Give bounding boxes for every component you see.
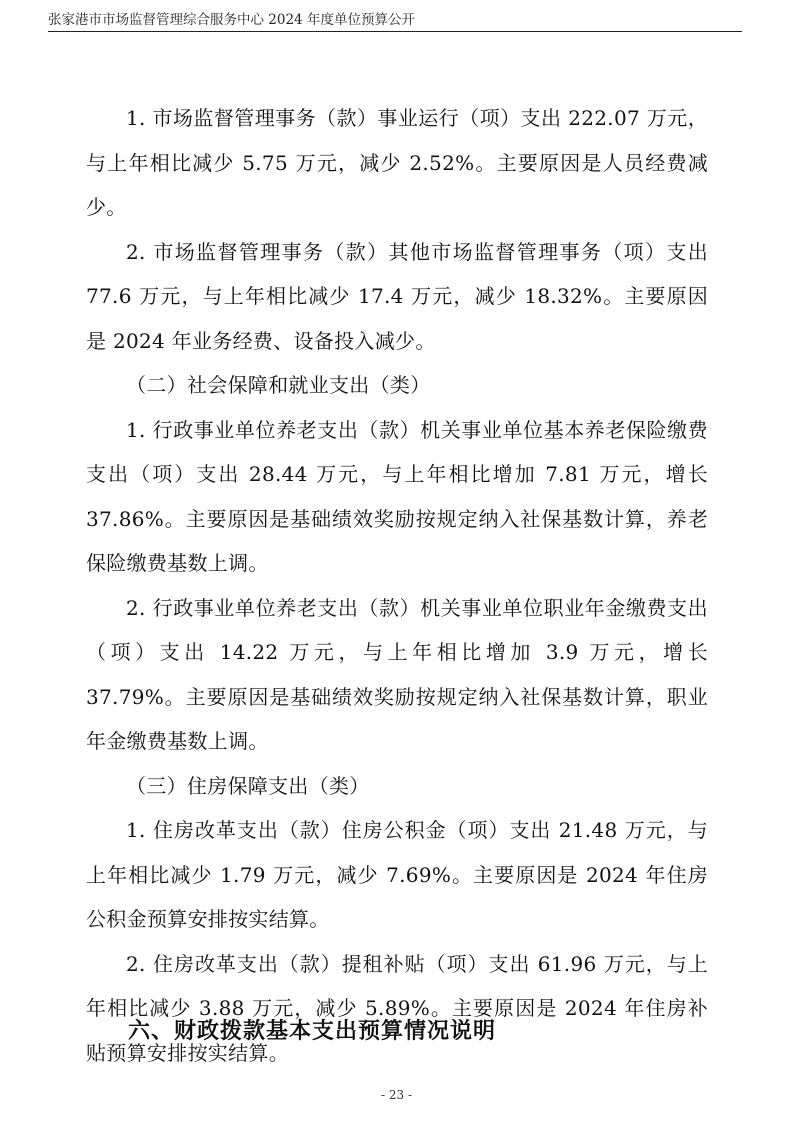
subheading-social-security: （二）社会保障和就业支出（类） [126,373,431,397]
header-divider [48,31,742,32]
paragraph-occupational-annuity: 2. 行政事业单位养老支出（款）机关事业单位职业年金缴费支出（项）支出 14.22 万元，与上年相比增加 3.9 万元，增长 37.79%。主要原因是基础绩效奖励按规定纳入社保基数计算，职业年金缴费基数上调。 [86,595,708,753]
paragraph-basic-pension-insurance: 1. 行政事业单位养老支出（款）机关事业单位基本养老保险缴费支出（项）支出 28.44 万元，与上年相比增加 7.81 万元，增长 37.86%。主要原因是基础绩效奖励按规定纳入社保基数计算，养老保险缴费基数上调。 [86,417,708,575]
paragraph-market-supervision-other: 2. 市场监督管理事务（款）其他市场监督管理事务（项）支出 77.6 万元，与上年相比减少 17.4 万元，减少 18.32%。主要原因是 2024 年业务经费、设备投入减少。 [86,239,708,353]
paragraph-rent-subsidy: 2. 住房改革支出（款）提租补贴（项）支出 61.96 万元，与上年相比减少 3.88 万元，减少 5.89%。主要原因是 2024 年住房补贴预算安排按实结算。 [86,951,708,1065]
page-header-title: 张家港市市场监督管理综合服务中心 2024 年度单位预算公开 [48,12,415,28]
paragraph-market-supervision-operation: 1. 市场监督管理事务（款）事业运行（项）支出 222.07 万元，与上年相比减少 5.75 万元，减少 2.52%。主要原因是人员经费减少。 [86,106,708,219]
subheading-housing-security: （三）住房保障支出（类） [126,773,370,798]
document-body [86,96,708,1075]
section-heading-basic-expenditure: 六、财政拨款基本支出预算情况说明 [128,1019,497,1044]
paragraph-housing-provident-fund: 1. 住房改革支出（款）住房公积金（项）支出 21.48 万元，与上年相比减少 1.79 万元，减少 7.69%。主要原因是 2024 年住房公积金预算安排按实结算。 [86,818,708,931]
page-number: - 23 - [380,1088,412,1102]
